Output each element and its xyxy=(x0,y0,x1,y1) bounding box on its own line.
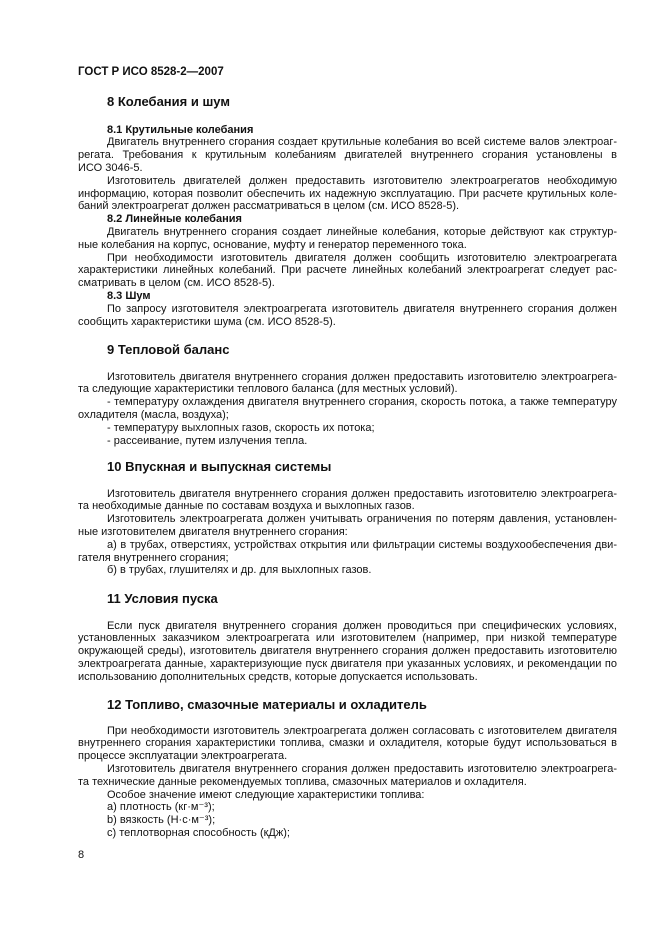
subsection-heading: 8.3 Шум xyxy=(107,289,151,302)
paragraph xyxy=(78,513,617,539)
text-line: та следующие характеристики теплового баланса (для местных условий). xyxy=(78,383,458,396)
text-line: а) в трубах, отверстиях, устройствах открытия или фильтрации системы воздухообеспечения дви- xyxy=(107,538,617,551)
text-line: а) плотность (кг·м⁻³); xyxy=(107,801,215,814)
paragraph xyxy=(78,303,617,329)
paragraph xyxy=(78,814,617,827)
text-line: - рассеивание, путем излучения тепла. xyxy=(107,434,308,447)
text-line: По запросу изготовителя электроагрегата изготовитель двигателя внутреннего сгорания должен xyxy=(107,302,617,315)
subsection-heading: 8.1 Крутильные колебания xyxy=(107,123,254,136)
text-line: охладителя (масла, воздуха); xyxy=(78,408,229,421)
paragraph xyxy=(78,175,617,213)
text-line: Двигатель внутреннего сгорания создает крутильные колебания во всей системе валов электроаг- xyxy=(107,136,617,149)
paragraph xyxy=(78,252,617,290)
text-line: b) вязкость (Н·с·м⁻³); xyxy=(107,814,216,827)
section-9-body xyxy=(78,371,617,448)
section-10-heading: 10 Впускная и выпускная системы xyxy=(107,459,332,474)
text-line: Изготовитель двигателя внутреннего сгорания должен предоставить изготовителю электроагрега- xyxy=(107,370,617,383)
text-line: характеристики линейных колебаний. При расчете линейных колебаний электроагрегат следует рас- xyxy=(78,264,617,277)
text-line: окружающей среды), изготовитель двигателя внутреннего сгорания должен предоставить изготовителю xyxy=(78,645,617,658)
text-line: информацию, которая позволит обеспечить их надежную эксплуатацию. При расчете крутильных коле- xyxy=(78,187,617,200)
text-line: регата. Требования к крутильным колебаниям двигателей внутреннего сгорания установлены в xyxy=(78,149,617,162)
paragraph xyxy=(78,226,617,252)
text-line: процессе эксплуатации электроагрегата. xyxy=(78,750,288,763)
text-line: баний электроагрегат должен рассматриваться в целом (см. ИСО 8528-5). xyxy=(78,200,460,213)
text-line: Двигатель внутреннего сгорания создает линейные колебания, которые действуют как структур- xyxy=(107,225,617,238)
paragraph xyxy=(78,620,617,684)
section-9-heading: 9 Тепловой баланс xyxy=(107,342,230,357)
paragraph xyxy=(78,827,617,840)
section-11-heading: 11 Условия пуска xyxy=(107,591,218,606)
page-number: 8 xyxy=(78,849,85,861)
text-line: электроагрегата данные, характеризующие пуск двигателя при указанных условиях, и рекомендации по xyxy=(78,657,617,670)
document-header: ГОСТ Р ИСО 8528-2—2007 xyxy=(78,66,224,78)
section-11-body xyxy=(78,620,617,684)
text-line: та технические данные рекомендуемых топлива, смазочных материалов и охладителя. xyxy=(78,775,527,788)
text-line: Особое значение имеют следующие характеристики топлива: xyxy=(107,788,425,801)
text-line: использованию дополнительных средств, которые допускается использовать. xyxy=(78,670,478,683)
text-line: При необходимости изготовитель двигателя должен сообщить изготовителю электроагрегата xyxy=(107,251,617,264)
text-line: Изготовитель двигателя внутреннего сгорания должен предоставить изготовителю электроагрега- xyxy=(107,762,617,775)
section-12-body xyxy=(78,725,617,840)
text-line: ные колебания на корпус, основание, муфту и генератор переменного тока. xyxy=(78,238,467,251)
text-line: сматривать в целом (см. ИСО 8528-5). xyxy=(78,277,275,290)
paragraph xyxy=(78,801,617,814)
paragraph xyxy=(78,725,617,763)
text-line: Если пуск двигателя внутреннего сгорания должен проводиться при специфических условиях, xyxy=(107,619,617,632)
paragraph xyxy=(78,763,617,789)
text-line: с) теплотворная способность (кДж); xyxy=(107,826,290,839)
text-line: При необходимости изготовитель электроагрегата должен согласовать с изготовителем двигателя xyxy=(107,724,617,737)
section-8-heading: 8 Колебания и шум xyxy=(107,94,230,109)
text-line: Изготовитель двигателя внутреннего сгорания должен предоставить изготовителю электроагрега- xyxy=(107,487,617,500)
text-line: - температуру выхлопных газов, скорость их потока; xyxy=(107,421,375,434)
text-line: та необходимые данные по составам воздуха и выхлопных газов. xyxy=(78,500,415,513)
text-line: установленных заказчиком электроагрегата или изготовителем (например, при низкой температуре xyxy=(78,632,617,645)
paragraph xyxy=(78,136,617,174)
section-12-heading: 12 Топливо, смазочные материалы и охладитель xyxy=(107,697,427,712)
text-line: - температуру охлаждения двигателя внутреннего сгорания, скорость потока, а также температуру xyxy=(107,396,617,409)
text-line: Изготовитель двигателей должен предоставить изготовителю электроагрегатов необходимую xyxy=(107,174,617,187)
section-10-body xyxy=(78,488,617,578)
section-8-body xyxy=(78,124,617,329)
paragraph xyxy=(78,564,617,577)
paragraph xyxy=(78,435,617,448)
text-line: гателя внутреннего сгорания; xyxy=(78,551,229,564)
paragraph xyxy=(78,422,617,435)
text-line: б) в трубах, глушителях и др. для выхлопных газов. xyxy=(107,564,372,577)
paragraph xyxy=(78,789,617,802)
text-line: ные изготовителем двигателя внутреннего сгорания: xyxy=(78,525,348,538)
subsection-heading: 8.2 Линейные колебания xyxy=(107,213,242,226)
text-line: внутреннего сгорания характеристики топлива, смазки и охладителя, которые будут использоваться в xyxy=(78,737,617,750)
text-line: сообщить характеристики шума (см. ИСО 8528-5). xyxy=(78,315,336,328)
paragraph xyxy=(78,371,617,397)
paragraph xyxy=(78,539,617,565)
text-line: Изготовитель электроагрегата должен учитывать ограничения по потерям давления, установлен- xyxy=(107,513,617,526)
paragraph xyxy=(78,396,617,422)
text-line: ИСО 3046-5. xyxy=(78,161,143,174)
paragraph xyxy=(78,488,617,514)
